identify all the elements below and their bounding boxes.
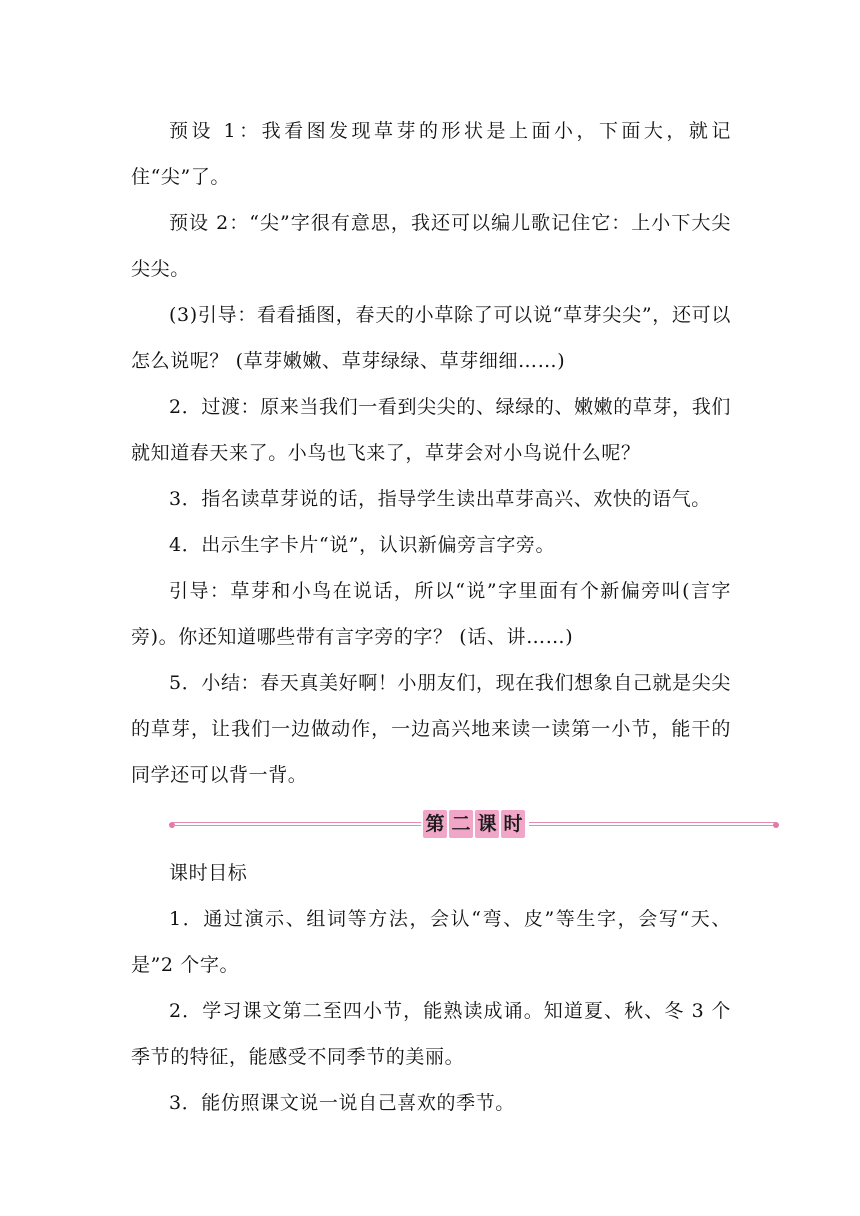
section-divider xyxy=(131,802,731,848)
section-title-char: 第 xyxy=(423,810,447,838)
section-title-char: 时 xyxy=(501,810,525,838)
goal-3: 3．能仿照课文说一说自己喜欢的季节。 xyxy=(169,1092,515,1114)
paragraph-read-aloud: 3．指名读草芽说的话，指导学生读出草芽高兴、欢快的语气。 xyxy=(169,488,711,510)
paragraph-guide-radical: 引导：草芽和小鸟在说话，所以“说”字里面有个新偏旁叫(言字旁)。你还知道哪些带有言字旁的字？ (话、讲……) xyxy=(131,580,731,648)
section-title-char: 课 xyxy=(475,810,499,838)
section-title xyxy=(423,810,525,838)
document-page xyxy=(131,108,731,1126)
paragraph-summary: 5．小结：春天真美好啊！小朋友们，现在我们想象自己就是尖尖的草芽，让我们一边做动作，一边高兴地来读一读第一小节，能干的同学还可以背一背。 xyxy=(131,672,731,786)
goal-1: 1．通过演示、组词等方法，会认“弯、皮”等生字，会写“天、是”2 个字。 xyxy=(131,908,731,976)
paragraph-preset-1: 预设 1：我看图发现草芽的形状是上面小，下面大，就记住“尖”了。 xyxy=(131,120,731,188)
paragraph-transition: 2．过渡：原来当我们一看到尖尖的、绿绿的、嫩嫩的草芽，我们就知道春天来了。小鸟也飞来了，草芽会对小鸟说什么呢？ xyxy=(131,396,731,464)
divider-line-left xyxy=(173,822,421,826)
paragraph-guide-3: (3)引导：看看插图，春天的小草除了可以说“草芽尖尖”，还可以怎么说呢？ (草芽嫩嫩、草芽绿绿、草芽细细……) xyxy=(131,304,731,372)
divider-line-right xyxy=(529,822,775,826)
paragraph-word-card: 4．出示生字卡片“说”，认识新偏旁言字旁。 xyxy=(169,534,556,556)
divider-dot-right xyxy=(773,822,779,828)
goal-2: 2．学习课文第二至四小节，能熟读成诵。知道夏、秋、冬 3 个季节的特征，能感受不同季节的美丽。 xyxy=(131,1000,731,1068)
paragraph-preset-2: 预设 2：“尖”字很有意思，我还可以编儿歌记住它：上小下大尖尖尖。 xyxy=(131,212,731,280)
section-title-char: 二 xyxy=(449,810,473,838)
section-heading: 课时目标 xyxy=(169,862,248,884)
